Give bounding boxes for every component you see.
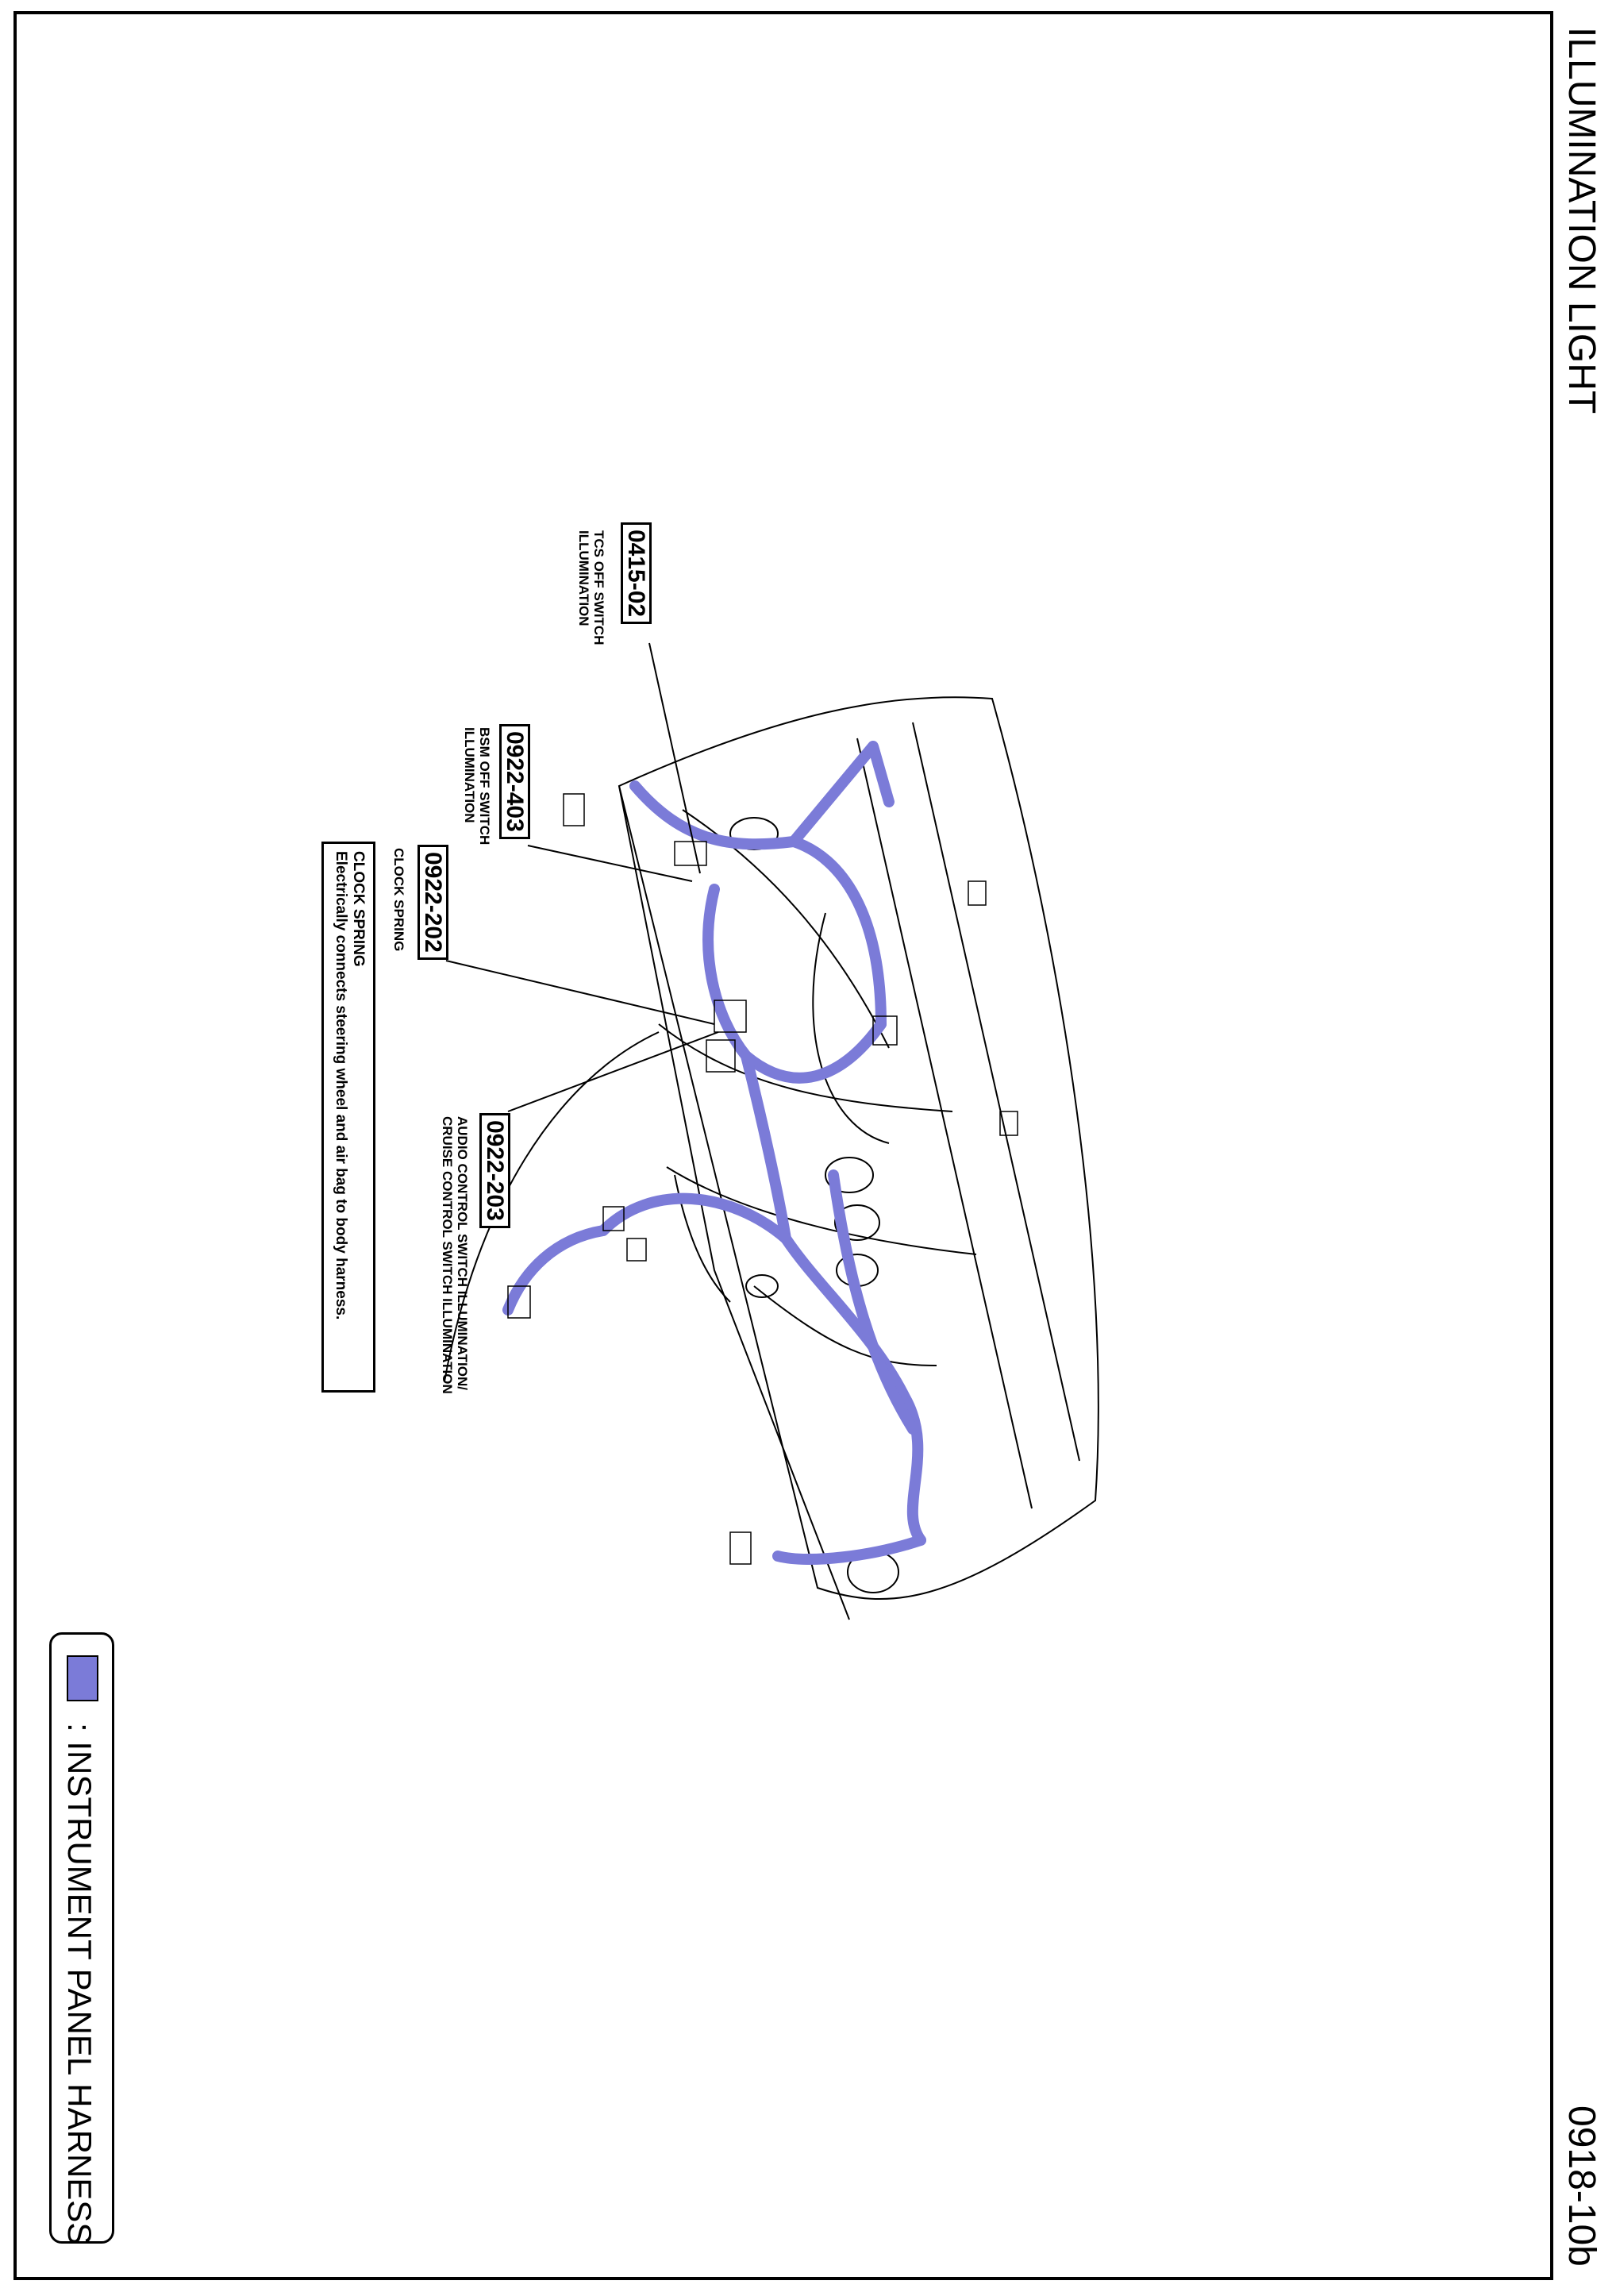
clock-spring-note-heading: CLOCK SPRING <box>350 851 367 967</box>
callout-label-0922-203 <box>440 1116 470 1394</box>
callout-label-line: ILLUMINATION <box>576 530 591 626</box>
callout-code-0922-203: 0922-203 <box>479 1113 510 1228</box>
instrument-panel-harness <box>508 746 921 1559</box>
callout-label-line: BSM OFF SWITCH <box>477 727 492 846</box>
callout-label-0922-202 <box>391 848 406 951</box>
page-number: 0918-10b <box>1560 2105 1603 2267</box>
legend-swatch <box>67 1655 98 1701</box>
callout-label-line: ILLUMINATION <box>462 727 477 823</box>
leader-lines <box>446 643 718 1111</box>
legend-label: : INSTRUMENT PANEL HARNESS <box>61 1723 98 2245</box>
clock-spring-note-text: Electrically connects steering wheel and air bag to body harness. <box>333 851 349 1320</box>
callout-code-0415-02: 0415-02 <box>621 522 652 624</box>
callout-code-0922-202: 0922-202 <box>417 845 448 960</box>
callout-label-line: AUDIO CONTROL SWITCH ILLUMINATION/ <box>455 1116 470 1391</box>
page-title: ILLUMINATION LIGHT <box>1560 27 1603 414</box>
callout-label-line: CLOCK SPRING <box>391 848 406 952</box>
callout-0415-02 <box>622 522 649 624</box>
connectors <box>508 794 1018 1564</box>
callout-0922-202 <box>419 845 446 960</box>
callout-code-0922-403: 0922-403 <box>499 724 530 839</box>
clock-spring-note <box>332 851 367 1319</box>
callout-label-line: CRUISE CONTROL SWITCH ILLUMINATION <box>440 1116 455 1394</box>
callout-0922-403 <box>501 724 528 839</box>
callout-label-0415-02 <box>576 530 606 645</box>
callout-label-line: TCS OFF SWITCH <box>591 530 606 645</box>
callout-0922-203 <box>481 1113 508 1228</box>
callout-label-0922-403 <box>462 727 492 845</box>
